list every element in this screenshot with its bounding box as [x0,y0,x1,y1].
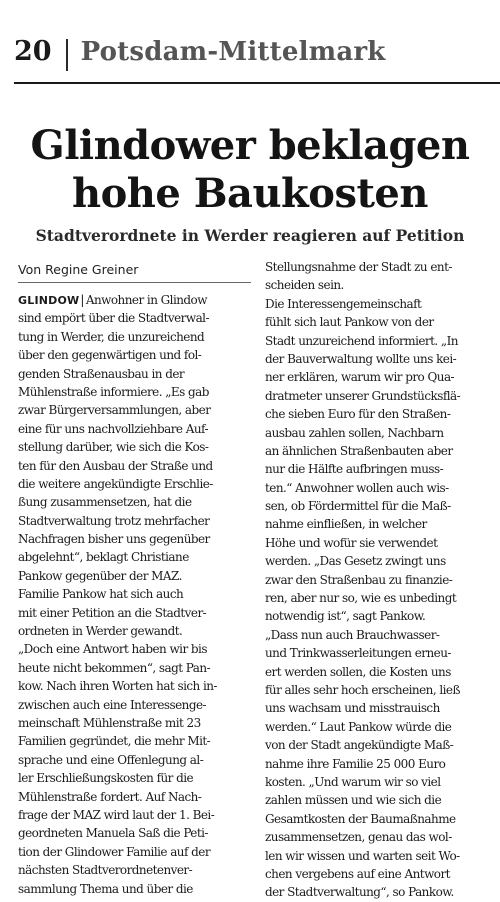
header-separator [66,39,68,71]
article-line: der Stadtverwaltung“, so Pankow. [265,885,454,900]
article-line: eine für uns nachvollziehbare Auf- [18,421,208,436]
article-line: die weitere angekündigte Erschlie- [18,476,213,491]
article-line: sind empört über die Stadtverwal- [18,311,209,326]
article-line-text: Anwohner in Glindow [85,293,207,307]
article-line: ren, aber nur so, wie es unbedingt [265,591,457,606]
headline-line: hohe Baukosten [72,170,428,217]
article-line: zusammensetzen, genau das wol- [265,830,452,845]
article-line: an ähnlichen Straßenbauten aber [265,443,453,458]
article-line: Mühlenstraße informiere. „Es gab [18,384,209,399]
article-line: ten.“ Anwohner wollen auch wis- [265,480,449,495]
article-line: „Dass nun auch Brauchwasser- [265,627,440,642]
article-line: dratmeter unserer Grundstücksflä- [265,388,461,403]
article-line: Stadtverwaltung trotz mehrfacher [18,513,210,528]
article-line: zwar Bürgerversammlungen, aber [18,403,211,418]
article-line: der Bauverwaltung wollte uns kei- [265,351,457,366]
article-line: zwischen auch eine Interessenge- [18,697,207,712]
article-line: ten für den Ausbau der Straße und [18,458,213,473]
article-line: Familie Pankow hat sich auch [18,587,184,602]
article-line: Gesamtkosten der Baumaßnahme [265,811,456,826]
article-line: ner erklären, warum wir pro Qua- [265,370,455,385]
article-line: Die Interessengemeinschaft [265,296,422,311]
article-column-right [265,258,495,902]
article-line: ler Erschließungskosten für die [18,771,194,786]
headline-line: Glindower beklagen [30,122,470,169]
article-line: Familien gegründet, die mehr Mit- [18,734,211,749]
article-line: stellung darüber, wie sich die Kos- [18,440,209,455]
article-column-left [18,291,255,898]
article-line: Pankow gegenüber der MAZ. [18,568,182,583]
article-line: len wir wissen und warten seit Wo- [265,848,460,863]
article-line: ßung zusammensetzen, hat die [18,495,192,510]
article-line: tion der Glindower Familie auf der [18,844,211,859]
article-line: ausbau zahlen sollen, Nachbarn [265,425,444,440]
article-line: mit einer Petition an die Stadtver- [18,605,207,620]
article-line: sammlung Thema und über die [18,881,193,896]
article-line: chen vergebens auf eine Antwort [265,866,450,881]
article-line: Höhe und wofür sie verwendet [265,535,438,550]
article-line [18,291,255,309]
byline-rule [18,282,251,283]
article-line: Stellungsnahme der Stadt zu ent- [265,260,452,274]
article-line: geordneten Manuela Saß die Peti- [18,826,208,841]
article-line: nahme einfließen, in welcher [265,517,427,532]
article-line: heute nicht bekommen“, sagt Pan- [18,660,211,675]
article-line: nahme ihre Familie 25 000 Euro [265,756,446,771]
article-line: von der Stadt angekündigte Maß- [265,738,454,753]
article-line: für alles sehr hoch erscheinen, ließ [265,682,460,697]
article-line: kosten. „Und warum wir so viel [265,774,441,789]
article-line: ordneten in Werder gewandt. [18,624,183,639]
page-number: 20 [14,36,52,67]
article-line: ert werden sollen, die Kosten uns [265,664,451,679]
article-line: scheiden sein. [265,278,344,293]
article-line: che sieben Euro für den Straßen- [265,407,451,422]
article-line: Nachfragen bisher uns gegenüber [18,532,210,547]
page-header [14,36,386,74]
article-line: zahlen müssen und wie sich die [265,793,442,808]
section-title: Potsdam-Mittelmark [80,37,386,67]
article-line: kow. Nach ihren Worten hat sich in- [18,679,217,694]
header-rule [14,82,500,84]
article-line: sprache und eine Offenlegung al- [18,752,204,767]
subheadline: Stadtverordnete in Werder reagieren auf Petition [35,226,465,245]
article-line: nächsten Stadtverordnetenver- [18,863,193,878]
article-line: werden. „Das Gesetz zwingt uns [265,554,446,569]
article-line: nur die Hälfte aufbringen muss- [265,462,444,477]
article-line: frage der MAZ wird laut der 1. Bei- [18,807,215,822]
article-line: und Trinkwasserleitungen erneu- [265,646,451,661]
article-line: tung in Werder, die unzureichend [18,329,205,344]
article-line: uns wachsam und misstrauisch [265,701,440,716]
article-line: fühlt sich laut Pankow von der [265,315,434,330]
article-line: über den gegenwärtigen und fol- [18,348,202,363]
headline [0,122,500,218]
article-line: genden Straßenausbau in der [18,366,185,381]
article-line: meinschaft Mühlenstraße mit 23 [18,715,201,730]
article-line: werden.“ Laut Pankow würde die [265,719,452,734]
article-line: zwar den Straßenbau zu finanzie- [265,572,453,587]
article-line: sen, ob Fördermittel für die Maß- [265,499,451,514]
dateline-separator: | [80,293,84,307]
article-line: Mühlenstraße fordert. Auf Nach- [18,789,202,804]
article-line: Stadt unzureichend informiert. „In [265,333,458,348]
article-line: „Doch eine Antwort haben wir bis [18,642,207,657]
byline: Von Regine Greiner [18,262,139,277]
article-line: notwendig ist“, sagt Pankow. [265,609,426,624]
dateline: GLINDOW [18,294,80,307]
article-line: abgelehnt“, beklagt Christiane [18,550,189,565]
